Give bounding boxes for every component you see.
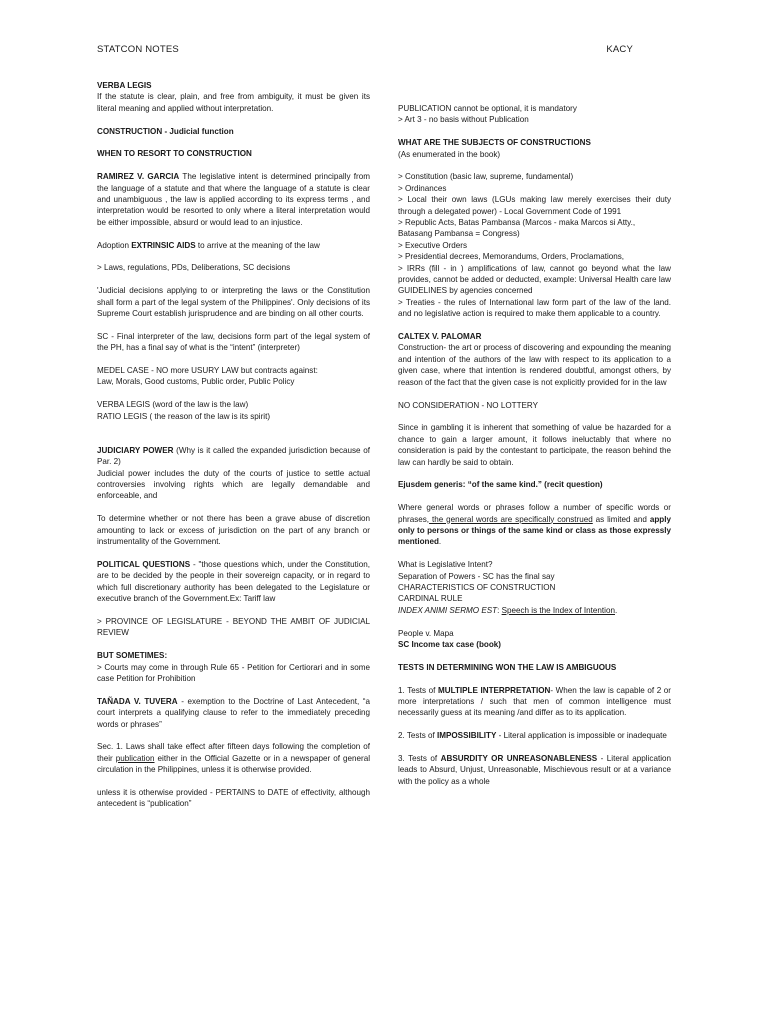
publication-line: PUBLICATION cannot be optional, it is mandatory <box>398 104 577 113</box>
medel-line-1: MEDEL CASE - NO more USURY LAW but contracts against: <box>97 366 318 376</box>
but-sometimes-heading: BUT SOMETIMES: <box>97 651 168 661</box>
subject-item: > Treaties - the rules of International law form part of the law of the land. and no legislative action is required to make them applicable to a country. <box>398 297 671 319</box>
sec1-paragraph: Sec. 1. Laws shall take effect after fifteen days following the completion of their publication either in the Official Gazette or in a newspaper of general circulation in the Philippines, unless it is otherwise provided. <box>97 742 371 775</box>
laws-list: > Laws, regulations, PDs, Deliberations, SC decisions <box>97 263 291 273</box>
to-determine-paragraph: To determine whether or not there has been a grave abuse of discretion amounting to lack or excess of jurisdiction on the part of any branch or instrumentality of the Government. <box>97 514 370 547</box>
right-column <box>398 103 671 799</box>
left-column <box>97 80 370 821</box>
ramirez-paragraph: RAMIREZ V. GARCIA The legislative intent is determined principally from the language of a statute and that where the language of a statute is clear and unambiguous , the law is applied according to its express terms , and interpretation would be resorted to only where a literal interpretation would be either impossible, absurd or would lead to an injustice. <box>97 172 370 227</box>
no-consideration-line: NO CONSIDERATION - NO LOTTERY <box>398 400 539 410</box>
subject-item: > Constitution (basic law, supreme, fundamental) <box>398 172 574 182</box>
people-line: People v. Mapa <box>398 628 454 638</box>
index-animi-line: INDEX ANIMI SERMO EST: Speech is the Index of Intention. <box>398 605 618 615</box>
ratio-legis-line: RATIO LEGIS ( the reason of the law is its spirit) <box>97 411 271 421</box>
verba-legis-heading: VERBA LEGIS <box>97 81 152 90</box>
when-heading: WHEN TO RESORT TO CONSTRUCTION <box>97 149 252 159</box>
verba-legis-text: If the statute is clear, plain, and free from ambiguity, it must be given its literal meaning and applied without interpretation. <box>97 92 370 113</box>
caltex-paragraph: Construction- the art or process of discovering and expounding the meaning and intention of the authors of the law with respect to its application to a given case, where that intention is rendered doubtful, amongst others, by reason of the fact that the given case is not explicitly provided for in the law <box>398 343 671 387</box>
subject-item: > Local their own laws (LGUs making law merely exercises their duty through a delegated power) - Local Government Code of 1991 <box>398 195 671 216</box>
test-2-paragraph: 2. Tests of IMPOSSIBILITY - Literal application is impossible or inadequate <box>398 731 667 741</box>
art3-line: > Art 3 - no basis without Publication <box>398 115 529 125</box>
verba-legis-line: VERBA LEGIS (word of the law is the law) <box>97 400 249 410</box>
subject-item: > Republic Acts, Batas Pambansa (Marcos - maka Marcos si Atty., Batasang Pambansa = Congress) <box>398 218 636 239</box>
ejusdem-heading: Ejusdem generis: “of the same kind.” (recit question) <box>398 480 603 490</box>
cardinal-line: CARDINAL RULE <box>398 594 463 604</box>
judicial-decisions-paragraph: 'Judicial decisions applying to or interpreting the laws or the Constitution shall form a part of the legal system of the Philippines'. Only decisions of its Supreme Court establish jurisprudence and are binding on all other courts. <box>97 286 370 319</box>
subject-item: > IRRs (fill - in ) amplifications of law, cannot go beyond what the law provides, cannot be added or deducted, example: Universal Health care law GUIDELINES by agencies concerned <box>398 263 671 296</box>
unless-paragraph: unless it is otherwise provided - PERTAINS to DATE of effectivity, although antecedent is “publication” <box>97 787 370 809</box>
subjects-subtitle: (As enumerated in the book) <box>398 149 501 159</box>
test-3-paragraph: 3. Tests of ABSURDITY OR UNREASONABLENESS - Literal application leads to Absurd, Unjust, Unreasonable, Mischievous result or at a variance with the policy as a whole <box>398 753 671 786</box>
political-questions-paragraph: POLITICAL QUESTIONS - "those questions which, under the Constitution, are to be decided by the people in their sovereign capacity, or in regard to which full discretionary authority has been delegated to the Legislature or executive branch of the Government.Ex: Tariff law <box>97 559 370 604</box>
gambling-paragraph: Since in gambling it is inherent that something of value be hazarded for a chance to gain a larger amount, it follows ineluctably that where no consideration is paid by the contestant to participate, the reason behind the law can hardly be said to obtain. <box>398 423 671 467</box>
sc-paragraph: SC - Final interpreter of the law, decisions form part of the legal system of the PH, has a final say of what is the “intent” (interpreter) <box>97 331 370 353</box>
province-paragraph: > PROVINCE OF LEGISLATURE - BEYOND THE AMBIT OF JUDICIAL REVIEW <box>97 616 370 638</box>
test-1-paragraph: 1. Tests of MULTIPLE INTERPRETATION- When the law is capable of 2 or more interpretations / such that men of common intelligence must necessarily guess at its meaning /and differ as to its application. <box>398 685 671 718</box>
what-is-line: What is Legislative Intent? <box>398 560 493 570</box>
judicial-power-paragraph: Judicial power includes the duty of the courts of justice to settle actual controversies involving rights which are legally demandable and enforceable, and <box>97 468 370 501</box>
subject-item: > Executive Orders <box>398 240 468 250</box>
separation-line: Separation of Powers - SC has the final say <box>398 571 555 581</box>
subject-item: > Ordinances <box>398 183 447 193</box>
courts-may-paragraph: > Courts may come in through Rule 65 - Petition for Certiorari and in some case Petition for Prohibition <box>97 662 370 683</box>
subjects-heading: WHAT ARE THE SUBJECTS OF CONSTRUCTIONS <box>398 138 591 148</box>
caltex-heading: CALTEX V. PALOMAR <box>398 332 482 342</box>
adoption-paragraph: Adoption EXTRINSIC AIDS to arrive at the meaning of the law <box>97 240 320 250</box>
tanada-paragraph: TAÑADA V. TUVERA - exemption to the Doctrine of Last Antecedent, “a court interprets a qualifying clause to refer to the immediately preceding words or phrases” <box>97 696 370 729</box>
characteristics-line: CHARACTERISTICS OF CONSTRUCTION <box>398 582 556 592</box>
construction-heading: CONSTRUCTION - Judicial function <box>97 126 234 136</box>
medel-line-2: Law, Morals, Good customs, Public order, Public Policy <box>97 377 295 387</box>
where-paragraph: Where general words or phrases follow a number of specific words or phrases, the general words are specifically construed as limited and apply only to persons or things of the same kind or class as those expressly mentioned. <box>398 503 671 547</box>
judiciary-power-paragraph: JUDICIARY POWER (Why is it called the expanded jurisdiction because of Par. 2) <box>97 445 370 467</box>
subject-item: > Presidential decrees, Memorandums, Orders, Proclamations, <box>398 252 625 262</box>
tests-heading: TESTS IN DETERMINING WON THE LAW IS AMBIGUOUS <box>398 662 617 672</box>
doc-title: STATCON NOTES <box>97 44 179 55</box>
sc-income-line: SC Income tax case (book) <box>398 639 502 649</box>
doc-author: KACY <box>606 44 633 55</box>
